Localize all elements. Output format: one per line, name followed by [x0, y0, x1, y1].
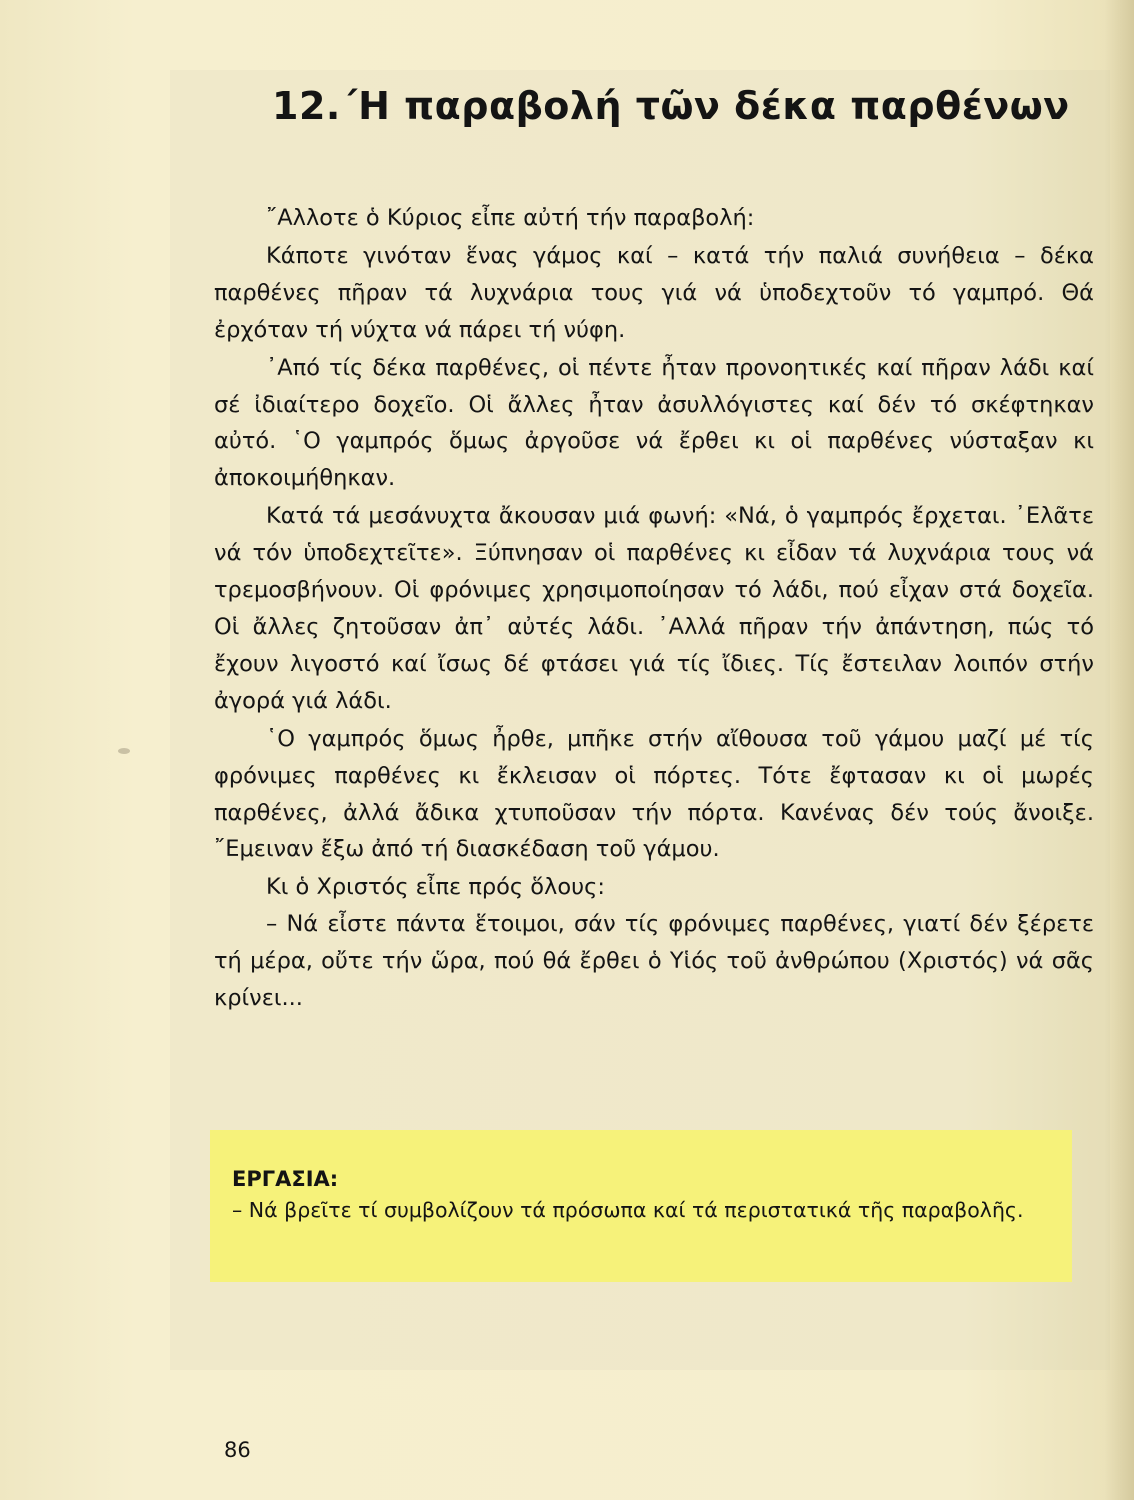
paper-speck — [118, 748, 130, 754]
page-edge-shadow — [1104, 0, 1134, 1500]
paragraph-doors-closed: ῾Ο γαμπρός ὅμως ἦρθε, μπῆκε στήν αἴθουσα τοῦ γάμου μαζί μέ τίς φρόνιμες παρθένες κι ἔκλεισαν οἱ πόρτες. Τότε ἔφτασαν κι οἱ μωρές παρθένες, ἀλλά ἄδικα χτυποῦσαν τήν πόρτα. Κανένας δέν τούς ἄνοιξε. ῎Εμειναν ἔξω ἀπό τή διασκέδαση τοῦ γάμου. — [214, 725, 1094, 863]
paragraph-virgins: ᾿Από τίς δέκα παρθένες, οἱ πέντε ἦταν προνοητικές καί πῆραν λάδι καί σέ ἰδιαίτερο δοχεῖο. Οἱ ἄλλες ἦταν ἀσυλλόγιστες καί δέν τό σκέφτηκαν αὐτό. ῾Ο γαμπρός ὅμως ἀργοῦσε νά ἔρθει κι οἱ παρθένες νύσταξαν κι ἀποκοιμήθηκαν. — [214, 354, 1094, 492]
paragraph-midnight: Κατά τά μεσάνυχτα ἄκουσαν μιά φωνή: «Νά, ὁ γαμπρός ἔρχεται. ᾿Ελᾶτε νά τόν ὑποδεχτεῖτε». Ξύπνησαν οἱ παρθένες κι εἶδαν τά λυχνάρια τους νά τρεμοσβήνουν. Οἱ φρόνιμες χρησιμοποίησαν τό λάδι, πού εἶχαν στά δοχεῖα. Οἱ ἄλλες ζητοῦσαν ἀπ᾿ αὐτές λάδι. ᾿Αλλά πῆραν τήν ἀπάντηση, πώς τό ἔχουν λιγοστό καί ἴσως δέ φτάσει γιά τίς ἴδιες. Τίς ἔστειλαν λοιπόν στήν ἀγορά γιά λάδι. — [214, 503, 1094, 714]
paragraph-christ-said: Κι ὁ Χριστός εἶπε πρός ὅλους: — [266, 874, 605, 901]
paragraph-wedding: Κάποτε γινόταν ἕνας γάμος καί – κατά τήν παλιά συνήθεια – δέκα παρθένες πῆραν τά λυχνάρια τους γιά νά ὑποδεχτοῦν τό γαμπρό. Θά ἐρχόταν τή νύχτα νά πάρει τή νύφη. — [214, 242, 1094, 343]
lesson-title: 12.΄Η παραβολή τῶν δέκα παρθένων — [272, 84, 1070, 128]
page-number: 86 — [224, 1438, 251, 1462]
paragraph-intro: ῎Αλλοτε ὁ Κύριος εἶπε αὐτή τήν παραβολή: — [266, 205, 755, 231]
task-instruction: – Νά βρεῖτε τί συμβολίζουν τά πρόσωπα καί τά περιστατικά τῆς παραβολῆς. — [232, 1198, 1024, 1222]
task-highlight-box — [210, 1130, 1072, 1282]
paragraph-moral: – Νά εἶστε πάντα ἕτοιμοι, σάν τίς φρόνιμες παρθένες, γιατί δέν ξέρετε τή μέρα, οὔτε τήν ὥρα, πού θά ἔρθει ὁ Υἱός τοῦ ἀνθρώπου (Χριστός) νά σᾶς κρίνει... — [214, 911, 1094, 1012]
task-heading: ΕΡΓΑΣΙΑ: — [232, 1167, 339, 1191]
story-text — [214, 200, 1094, 1017]
